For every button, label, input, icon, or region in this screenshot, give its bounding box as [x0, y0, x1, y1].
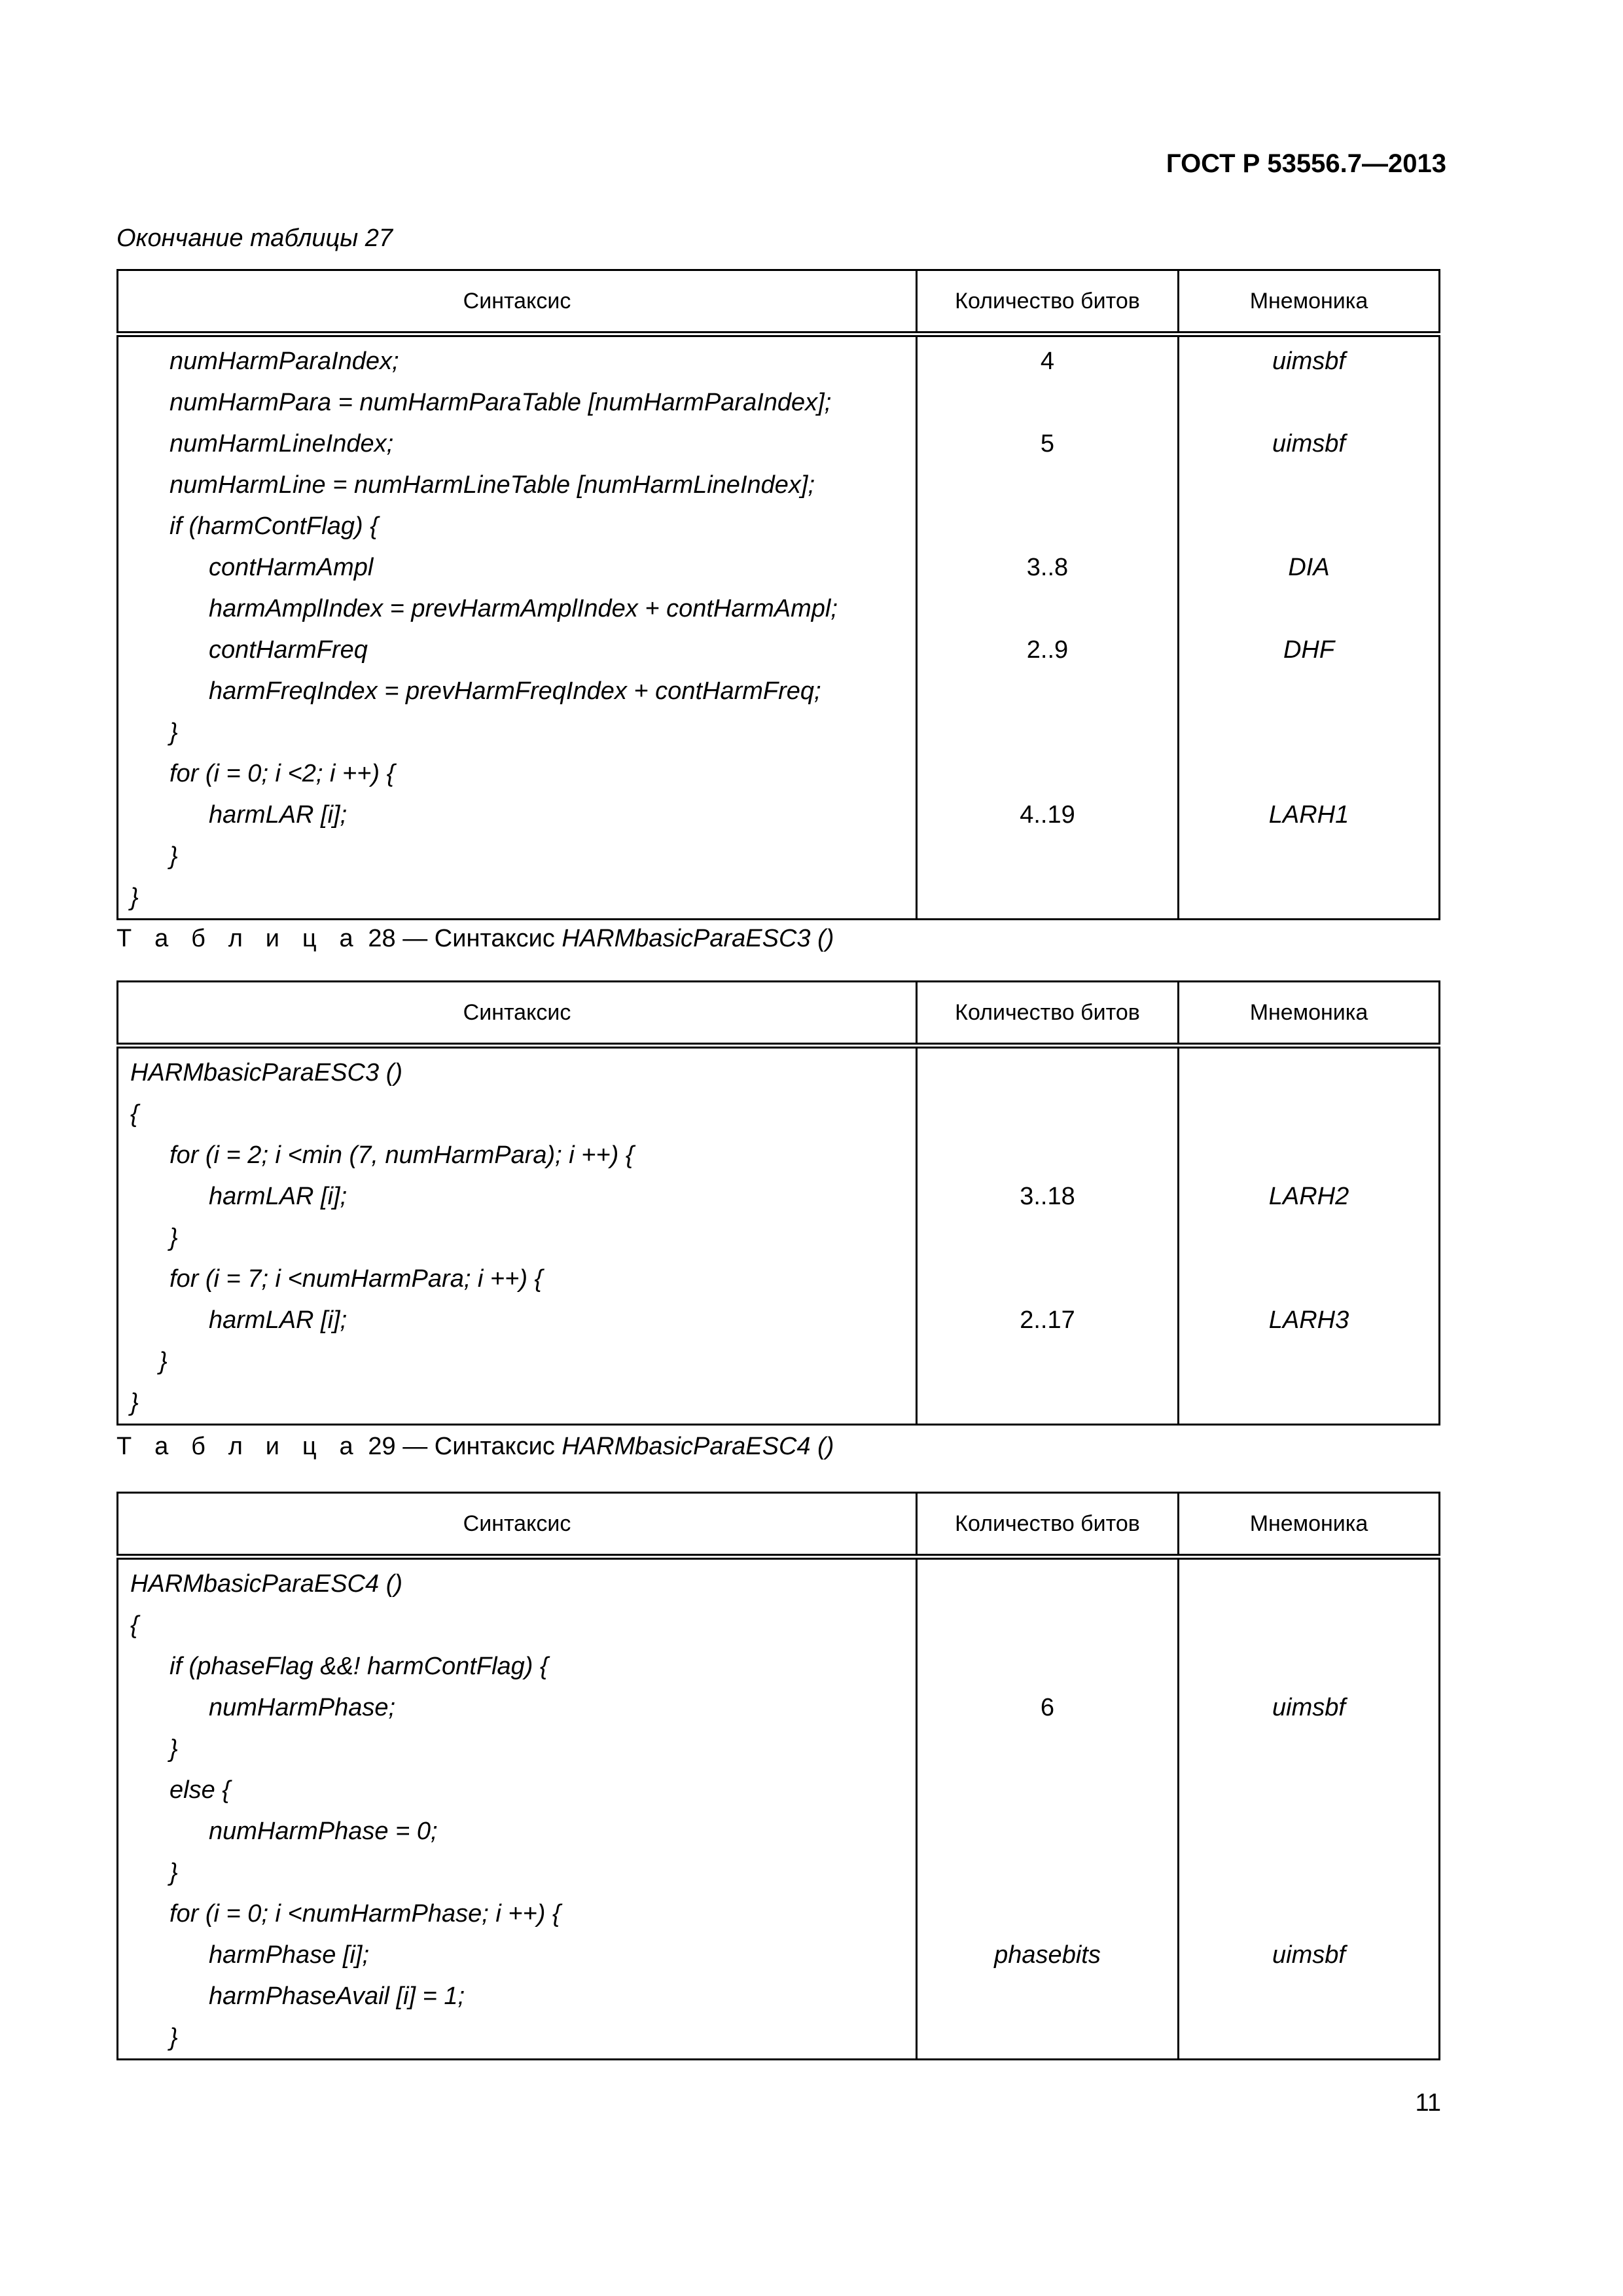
- syntax-cell: numHarmLine = numHarmLineTable [numHarmLineIndex];: [118, 465, 917, 506]
- bits-cell: 4: [917, 334, 1179, 383]
- bits-cell: phasebits: [917, 1935, 1179, 1976]
- caption-label: Т а б л и ц а: [116, 1433, 361, 1460]
- bits-cell: [917, 1811, 1179, 1852]
- bits-cell: [917, 1770, 1179, 1811]
- mnemonic-cell: [1179, 836, 1440, 877]
- table-row: [118, 836, 1440, 877]
- page-number: 11: [1415, 2089, 1441, 2117]
- table-header-row: [118, 1493, 1440, 1557]
- syntax-cell: }: [118, 1341, 917, 1382]
- syntax-cell: for (i = 0; i <2; i ++) {: [118, 753, 917, 795]
- mnemonic-cell: uimsbf: [1179, 1687, 1440, 1729]
- bits-cell: [917, 1893, 1179, 1935]
- mnemonic-cell: [1179, 1135, 1440, 1176]
- syntax-cell: HARMbasicParaESC3 (): [118, 1046, 917, 1094]
- syntax-cell: }: [118, 1217, 917, 1259]
- mnemonic-cell: [1179, 1259, 1440, 1300]
- column-header-syntax: Синтаксис: [118, 1493, 917, 1557]
- syntax-cell: numHarmLineIndex;: [118, 423, 917, 465]
- syntax-cell: }: [118, 836, 917, 877]
- syntax-cell: }: [118, 877, 917, 920]
- mnemonic-cell: [1179, 382, 1440, 423]
- mnemonic-cell: [1179, 671, 1440, 712]
- bits-cell: [917, 1646, 1179, 1687]
- mnemonic-cell: [1179, 1811, 1440, 1852]
- syntax-cell: {: [118, 1094, 917, 1135]
- table-row: [118, 506, 1440, 547]
- column-header-bits: Количество битов: [917, 982, 1179, 1046]
- bits-cell: [917, 1094, 1179, 1135]
- column-header-bits: Количество битов: [917, 1493, 1179, 1557]
- mnemonic-cell: LARH3: [1179, 1300, 1440, 1341]
- table-row: [118, 1646, 1440, 1687]
- mnemonic-cell: [1179, 1976, 1440, 2017]
- table-row: [118, 1770, 1440, 1811]
- syntax-cell: harmLAR [i];: [118, 1176, 917, 1217]
- mnemonic-cell: [1179, 1341, 1440, 1382]
- bits-cell: 6: [917, 1687, 1179, 1729]
- mnemonic-cell: [1179, 753, 1440, 795]
- table-row: [118, 1176, 1440, 1217]
- table-row: [118, 1687, 1440, 1729]
- mnemonic-cell: [1179, 1646, 1440, 1687]
- mnemonic-cell: LARH1: [1179, 795, 1440, 836]
- bits-cell: [917, 712, 1179, 753]
- bits-cell: [917, 588, 1179, 630]
- bits-cell: [917, 1135, 1179, 1176]
- caption-function-name: HARMbasicParaESC3 (): [562, 925, 834, 952]
- table-29-caption: [116, 1433, 834, 1461]
- mnemonic-cell: DIA: [1179, 547, 1440, 588]
- table-row: [118, 1729, 1440, 1770]
- mnemonic-cell: [1179, 1382, 1440, 1425]
- syntax-cell: {: [118, 1605, 917, 1646]
- table-row: [118, 1852, 1440, 1893]
- bits-cell: [917, 465, 1179, 506]
- syntax-cell: harmPhase [i];: [118, 1935, 917, 1976]
- mnemonic-cell: [1179, 506, 1440, 547]
- mnemonic-cell: LARH2: [1179, 1176, 1440, 1217]
- syntax-cell: harmFreqIndex = prevHarmFreqIndex + contHarmFreq;: [118, 671, 917, 712]
- document-code: ГОСТ Р 53556.7—2013: [1166, 149, 1446, 178]
- table-row: [118, 1217, 1440, 1259]
- table-row: [118, 795, 1440, 836]
- bits-cell: [917, 382, 1179, 423]
- syntax-cell: if (phaseFlag &&! harmContFlag) {: [118, 1646, 917, 1687]
- table-row: [118, 753, 1440, 795]
- bits-cell: [917, 2017, 1179, 2060]
- syntax-cell: harmLAR [i];: [118, 795, 917, 836]
- bits-cell: [917, 1976, 1179, 2017]
- bits-cell: [917, 1852, 1179, 1893]
- table-row: [118, 671, 1440, 712]
- column-header-mnemonic: Мнемоника: [1179, 982, 1440, 1046]
- mnemonic-cell: uimsbf: [1179, 423, 1440, 465]
- mnemonic-cell: [1179, 1217, 1440, 1259]
- table-row: [118, 1046, 1440, 1094]
- bits-cell: [917, 753, 1179, 795]
- table-row: [118, 547, 1440, 588]
- caption-text: Окончание таблицы 27: [116, 224, 393, 252]
- mnemonic-cell: [1179, 1729, 1440, 1770]
- bits-cell: [917, 877, 1179, 920]
- mnemonic-cell: uimsbf: [1179, 334, 1440, 383]
- syntax-cell: }: [118, 2017, 917, 2060]
- syntax-cell: contHarmAmpl: [118, 547, 917, 588]
- mnemonic-cell: [1179, 1893, 1440, 1935]
- caption-function-name: HARMbasicParaESC4 (): [562, 1433, 834, 1460]
- mnemonic-cell: [1179, 2017, 1440, 2060]
- table-header-row: [118, 982, 1440, 1046]
- mnemonic-cell: [1179, 1605, 1440, 1646]
- bits-cell: [917, 1557, 1179, 1605]
- syntax-cell: for (i = 7; i <numHarmPara; i ++) {: [118, 1259, 917, 1300]
- column-header-syntax: Синтаксис: [118, 270, 917, 334]
- table-row: [118, 423, 1440, 465]
- table-body: [118, 334, 1440, 920]
- syntax-cell: else {: [118, 1770, 917, 1811]
- table-row: [118, 630, 1440, 671]
- table-row: [118, 1094, 1440, 1135]
- syntax-cell: if (harmContFlag) {: [118, 506, 917, 547]
- caption-label: Т а б л и ц а: [116, 925, 361, 952]
- syntax-cell: }: [118, 1382, 917, 1425]
- bits-cell: [917, 1259, 1179, 1300]
- table-row: [118, 712, 1440, 753]
- table-row: [118, 877, 1440, 920]
- bits-cell: 3..18: [917, 1176, 1179, 1217]
- caption-title: 29 — Синтаксис: [361, 1433, 562, 1460]
- syntax-table-27: [116, 269, 1440, 920]
- syntax-table-29: [116, 1492, 1440, 2060]
- bits-cell: [917, 671, 1179, 712]
- table-row: [118, 334, 1440, 383]
- syntax-table-28: [116, 980, 1440, 1426]
- mnemonic-cell: [1179, 1094, 1440, 1135]
- syntax-cell: HARMbasicParaESC4 (): [118, 1557, 917, 1605]
- column-header-mnemonic: Мнемоника: [1179, 1493, 1440, 1557]
- bits-cell: [917, 836, 1179, 877]
- syntax-cell: for (i = 2; i <min (7, numHarmPara); i ++) {: [118, 1135, 917, 1176]
- syntax-cell: numHarmPara = numHarmParaTable [numHarmParaIndex];: [118, 382, 917, 423]
- table-row: [118, 1382, 1440, 1425]
- table-body: [118, 1557, 1440, 2060]
- mnemonic-cell: [1179, 588, 1440, 630]
- mnemonic-cell: [1179, 1852, 1440, 1893]
- table-row: [118, 382, 1440, 423]
- table-row: [118, 588, 1440, 630]
- syntax-cell: harmAmplIndex = prevHarmAmplIndex + contHarmAmpl;: [118, 588, 917, 630]
- bits-cell: 4..19: [917, 795, 1179, 836]
- table-row: [118, 1935, 1440, 1976]
- syntax-cell: }: [118, 712, 917, 753]
- mnemonic-cell: [1179, 712, 1440, 753]
- mnemonic-cell: uimsbf: [1179, 1935, 1440, 1976]
- syntax-cell: }: [118, 1852, 917, 1893]
- mnemonic-cell: [1179, 1046, 1440, 1094]
- mnemonic-cell: [1179, 877, 1440, 920]
- bits-cell: 3..8: [917, 547, 1179, 588]
- table-row: [118, 1259, 1440, 1300]
- table-row: [118, 465, 1440, 506]
- column-header-mnemonic: Мнемоника: [1179, 270, 1440, 334]
- table-row: [118, 2017, 1440, 2060]
- bits-cell: 2..17: [917, 1300, 1179, 1341]
- mnemonic-cell: [1179, 465, 1440, 506]
- syntax-cell: numHarmParaIndex;: [118, 334, 917, 383]
- bits-cell: [917, 506, 1179, 547]
- bits-cell: [917, 1217, 1179, 1259]
- bits-cell: [917, 1341, 1179, 1382]
- table-28-caption: [116, 925, 834, 953]
- bits-cell: [917, 1729, 1179, 1770]
- table-row: [118, 1341, 1440, 1382]
- syntax-cell: numHarmPhase = 0;: [118, 1811, 917, 1852]
- bits-cell: [917, 1382, 1179, 1425]
- syntax-cell: numHarmPhase;: [118, 1687, 917, 1729]
- syntax-cell: harmPhaseAvail [i] = 1;: [118, 1976, 917, 2017]
- syntax-cell: contHarmFreq: [118, 630, 917, 671]
- column-header-bits: Количество битов: [917, 270, 1179, 334]
- syntax-cell: }: [118, 1729, 917, 1770]
- table-row: [118, 1300, 1440, 1341]
- table-row: [118, 1557, 1440, 1605]
- table-row: [118, 1605, 1440, 1646]
- mnemonic-cell: DHF: [1179, 630, 1440, 671]
- table-row: [118, 1135, 1440, 1176]
- table-body: [118, 1046, 1440, 1425]
- table-row: [118, 1976, 1440, 2017]
- caption-title: 28 — Синтаксис: [361, 925, 562, 952]
- bits-cell: [917, 1046, 1179, 1094]
- column-header-syntax: Синтаксис: [118, 982, 917, 1046]
- bits-cell: [917, 1605, 1179, 1646]
- mnemonic-cell: [1179, 1557, 1440, 1605]
- table-row: [118, 1811, 1440, 1852]
- bits-cell: 2..9: [917, 630, 1179, 671]
- bits-cell: 5: [917, 423, 1179, 465]
- table-header-row: [118, 270, 1440, 334]
- syntax-cell: harmLAR [i];: [118, 1300, 917, 1341]
- mnemonic-cell: [1179, 1770, 1440, 1811]
- syntax-cell: for (i = 0; i <numHarmPhase; i ++) {: [118, 1893, 917, 1935]
- table-row: [118, 1893, 1440, 1935]
- table-27-caption: [116, 224, 393, 253]
